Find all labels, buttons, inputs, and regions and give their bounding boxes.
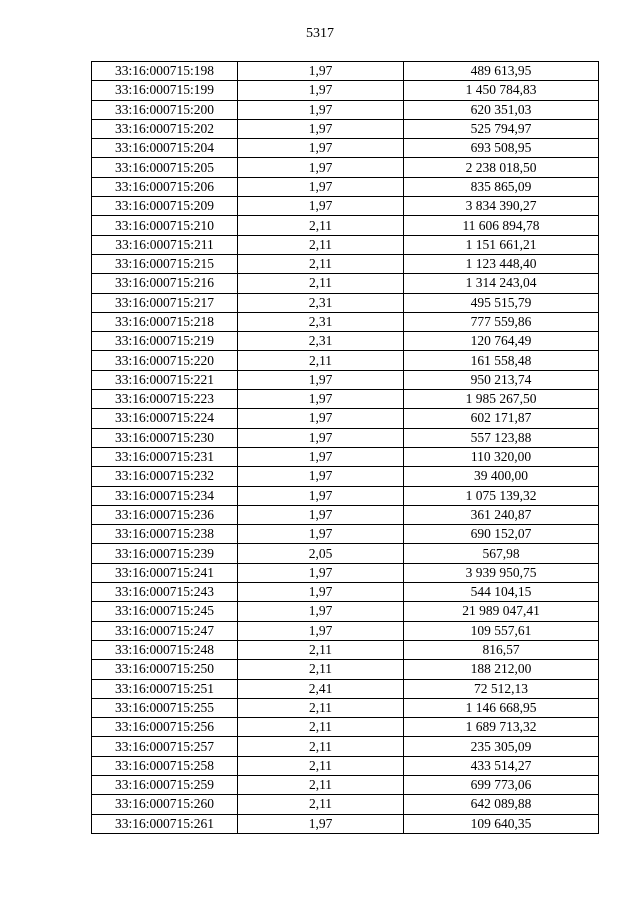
coefficient-cell: 1,97 xyxy=(238,177,404,196)
coefficient-cell: 1,97 xyxy=(238,486,404,505)
table-row xyxy=(92,139,599,158)
cadastral-number-cell: 33:16:000715:248 xyxy=(92,640,238,659)
table-body xyxy=(92,62,599,834)
value-cell: 2 238 018,50 xyxy=(404,158,599,177)
cadastral-number-cell: 33:16:000715:257 xyxy=(92,737,238,756)
table-row xyxy=(92,119,599,138)
coefficient-cell: 1,97 xyxy=(238,814,404,833)
coefficient-cell: 1,97 xyxy=(238,81,404,100)
coefficient-cell: 2,11 xyxy=(238,640,404,659)
table-row xyxy=(92,775,599,794)
value-cell: 361 240,87 xyxy=(404,505,599,524)
value-cell: 110 320,00 xyxy=(404,447,599,466)
value-cell: 1 450 784,83 xyxy=(404,81,599,100)
value-cell: 11 606 894,78 xyxy=(404,216,599,235)
table-row xyxy=(92,679,599,698)
coefficient-cell: 2,31 xyxy=(238,293,404,312)
cadastral-number-cell: 33:16:000715:236 xyxy=(92,505,238,524)
coefficient-cell: 2,41 xyxy=(238,679,404,698)
cadastral-number-cell: 33:16:000715:210 xyxy=(92,216,238,235)
coefficient-cell: 1,97 xyxy=(238,525,404,544)
cadastral-number-cell: 33:16:000715:198 xyxy=(92,62,238,81)
cadastral-number-cell: 33:16:000715:209 xyxy=(92,197,238,216)
coefficient-cell: 1,97 xyxy=(238,505,404,524)
cadastral-number-cell: 33:16:000715:245 xyxy=(92,602,238,621)
coefficient-cell: 2,11 xyxy=(238,775,404,794)
page-number: 5317 xyxy=(306,26,334,41)
coefficient-cell: 2,11 xyxy=(238,274,404,293)
cadastral-number-cell: 33:16:000715:202 xyxy=(92,119,238,138)
coefficient-cell: 1,97 xyxy=(238,390,404,409)
value-cell: 525 794,97 xyxy=(404,119,599,138)
cadastral-number-cell: 33:16:000715:211 xyxy=(92,235,238,254)
coefficient-cell: 1,97 xyxy=(238,119,404,138)
cadastral-number-cell: 33:16:000715:220 xyxy=(92,351,238,370)
table-row xyxy=(92,351,599,370)
cadastral-number-cell: 33:16:000715:215 xyxy=(92,254,238,273)
coefficient-cell: 2,11 xyxy=(238,756,404,775)
coefficient-cell: 2,11 xyxy=(238,235,404,254)
table-row xyxy=(92,795,599,814)
coefficient-cell: 2,11 xyxy=(238,216,404,235)
value-cell: 120 764,49 xyxy=(404,332,599,351)
table-row xyxy=(92,428,599,447)
cadastral-number-cell: 33:16:000715:239 xyxy=(92,544,238,563)
value-cell: 950 213,74 xyxy=(404,370,599,389)
cadastral-number-cell: 33:16:000715:218 xyxy=(92,312,238,331)
cadastral-number-cell: 33:16:000715:261 xyxy=(92,814,238,833)
cadastral-number-cell: 33:16:000715:199 xyxy=(92,81,238,100)
coefficient-cell: 2,31 xyxy=(238,312,404,331)
coefficient-cell: 1,97 xyxy=(238,621,404,640)
coefficient-cell: 1,97 xyxy=(238,370,404,389)
value-cell: 642 089,88 xyxy=(404,795,599,814)
table-row xyxy=(92,621,599,640)
coefficient-cell: 1,97 xyxy=(238,100,404,119)
table-row xyxy=(92,409,599,428)
table-row xyxy=(92,756,599,775)
table-row xyxy=(92,332,599,351)
value-cell: 161 558,48 xyxy=(404,351,599,370)
cadastral-number-cell: 33:16:000715:230 xyxy=(92,428,238,447)
cadastral-number-cell: 33:16:000715:243 xyxy=(92,583,238,602)
table-row xyxy=(92,81,599,100)
table-row xyxy=(92,197,599,216)
value-cell: 557 123,88 xyxy=(404,428,599,447)
cadastral-number-cell: 33:16:000715:216 xyxy=(92,274,238,293)
table-row xyxy=(92,293,599,312)
cadastral-number-cell: 33:16:000715:224 xyxy=(92,409,238,428)
table-row xyxy=(92,254,599,273)
coefficient-cell: 2,31 xyxy=(238,332,404,351)
coefficient-cell: 1,97 xyxy=(238,563,404,582)
coefficient-cell: 1,97 xyxy=(238,583,404,602)
value-cell: 602 171,87 xyxy=(404,409,599,428)
value-cell: 835 865,09 xyxy=(404,177,599,196)
coefficient-cell: 2,11 xyxy=(238,795,404,814)
value-cell: 620 351,03 xyxy=(404,100,599,119)
table-row xyxy=(92,583,599,602)
table-row xyxy=(92,737,599,756)
cadastral-number-cell: 33:16:000715:206 xyxy=(92,177,238,196)
table-row xyxy=(92,640,599,659)
table-row xyxy=(92,370,599,389)
cadastral-number-cell: 33:16:000715:231 xyxy=(92,447,238,466)
coefficient-cell: 1,97 xyxy=(238,428,404,447)
value-cell: 433 514,27 xyxy=(404,756,599,775)
coefficient-cell: 1,97 xyxy=(238,62,404,81)
coefficient-cell: 1,97 xyxy=(238,409,404,428)
coefficient-cell: 2,05 xyxy=(238,544,404,563)
value-cell: 567,98 xyxy=(404,544,599,563)
coefficient-cell: 2,11 xyxy=(238,698,404,717)
table-row xyxy=(92,447,599,466)
table-row xyxy=(92,235,599,254)
table-row xyxy=(92,718,599,737)
cadastral-number-cell: 33:16:000715:221 xyxy=(92,370,238,389)
cadastral-number-cell: 33:16:000715:232 xyxy=(92,467,238,486)
table-row xyxy=(92,814,599,833)
cadastral-number-cell: 33:16:000715:204 xyxy=(92,139,238,158)
cadastral-number-cell: 33:16:000715:219 xyxy=(92,332,238,351)
table-row xyxy=(92,390,599,409)
value-cell: 690 152,07 xyxy=(404,525,599,544)
coefficient-cell: 2,11 xyxy=(238,254,404,273)
table-row xyxy=(92,563,599,582)
value-cell: 235 305,09 xyxy=(404,737,599,756)
value-cell: 1 075 139,32 xyxy=(404,486,599,505)
table-row xyxy=(92,62,599,81)
value-cell: 21 989 047,41 xyxy=(404,602,599,621)
value-cell: 693 508,95 xyxy=(404,139,599,158)
value-cell: 777 559,86 xyxy=(404,312,599,331)
value-cell: 109 640,35 xyxy=(404,814,599,833)
table-row xyxy=(92,486,599,505)
value-cell: 1 314 243,04 xyxy=(404,274,599,293)
cadastral-number-cell: 33:16:000715:200 xyxy=(92,100,238,119)
coefficient-cell: 2,11 xyxy=(238,718,404,737)
value-cell: 816,57 xyxy=(404,640,599,659)
cadastral-number-cell: 33:16:000715:250 xyxy=(92,660,238,679)
coefficient-cell: 1,97 xyxy=(238,197,404,216)
cadastral-number-cell: 33:16:000715:205 xyxy=(92,158,238,177)
cadastral-value-table xyxy=(91,61,599,834)
table-row xyxy=(92,660,599,679)
value-cell: 188 212,00 xyxy=(404,660,599,679)
cadastral-number-cell: 33:16:000715:223 xyxy=(92,390,238,409)
table-row xyxy=(92,525,599,544)
coefficient-cell: 2,11 xyxy=(238,737,404,756)
value-cell: 1 146 668,95 xyxy=(404,698,599,717)
table-row xyxy=(92,505,599,524)
table-row xyxy=(92,698,599,717)
table-row xyxy=(92,216,599,235)
value-cell: 109 557,61 xyxy=(404,621,599,640)
value-cell: 1 985 267,50 xyxy=(404,390,599,409)
cadastral-number-cell: 33:16:000715:251 xyxy=(92,679,238,698)
coefficient-cell: 1,97 xyxy=(238,158,404,177)
table-row xyxy=(92,467,599,486)
value-cell: 39 400,00 xyxy=(404,467,599,486)
value-cell: 3 834 390,27 xyxy=(404,197,599,216)
cadastral-number-cell: 33:16:000715:260 xyxy=(92,795,238,814)
coefficient-cell: 1,97 xyxy=(238,467,404,486)
value-cell: 1 689 713,32 xyxy=(404,718,599,737)
cadastral-number-cell: 33:16:000715:259 xyxy=(92,775,238,794)
value-cell: 699 773,06 xyxy=(404,775,599,794)
table-row xyxy=(92,602,599,621)
cadastral-number-cell: 33:16:000715:234 xyxy=(92,486,238,505)
coefficient-cell: 2,11 xyxy=(238,660,404,679)
coefficient-cell: 1,97 xyxy=(238,447,404,466)
cadastral-number-cell: 33:16:000715:247 xyxy=(92,621,238,640)
cadastral-number-cell: 33:16:000715:258 xyxy=(92,756,238,775)
cadastral-number-cell: 33:16:000715:238 xyxy=(92,525,238,544)
value-cell: 1 123 448,40 xyxy=(404,254,599,273)
coefficient-cell: 1,97 xyxy=(238,602,404,621)
table-row xyxy=(92,274,599,293)
coefficient-cell: 2,11 xyxy=(238,351,404,370)
table-row xyxy=(92,312,599,331)
cadastral-number-cell: 33:16:000715:255 xyxy=(92,698,238,717)
value-cell: 72 512,13 xyxy=(404,679,599,698)
cadastral-number-cell: 33:16:000715:256 xyxy=(92,718,238,737)
cadastral-number-cell: 33:16:000715:217 xyxy=(92,293,238,312)
coefficient-cell: 1,97 xyxy=(238,139,404,158)
table-row xyxy=(92,177,599,196)
value-cell: 3 939 950,75 xyxy=(404,563,599,582)
value-cell: 1 151 661,21 xyxy=(404,235,599,254)
table-row xyxy=(92,544,599,563)
value-cell: 495 515,79 xyxy=(404,293,599,312)
table-row xyxy=(92,158,599,177)
cadastral-number-cell: 33:16:000715:241 xyxy=(92,563,238,582)
value-cell: 544 104,15 xyxy=(404,583,599,602)
table-row xyxy=(92,100,599,119)
value-cell: 489 613,95 xyxy=(404,62,599,81)
